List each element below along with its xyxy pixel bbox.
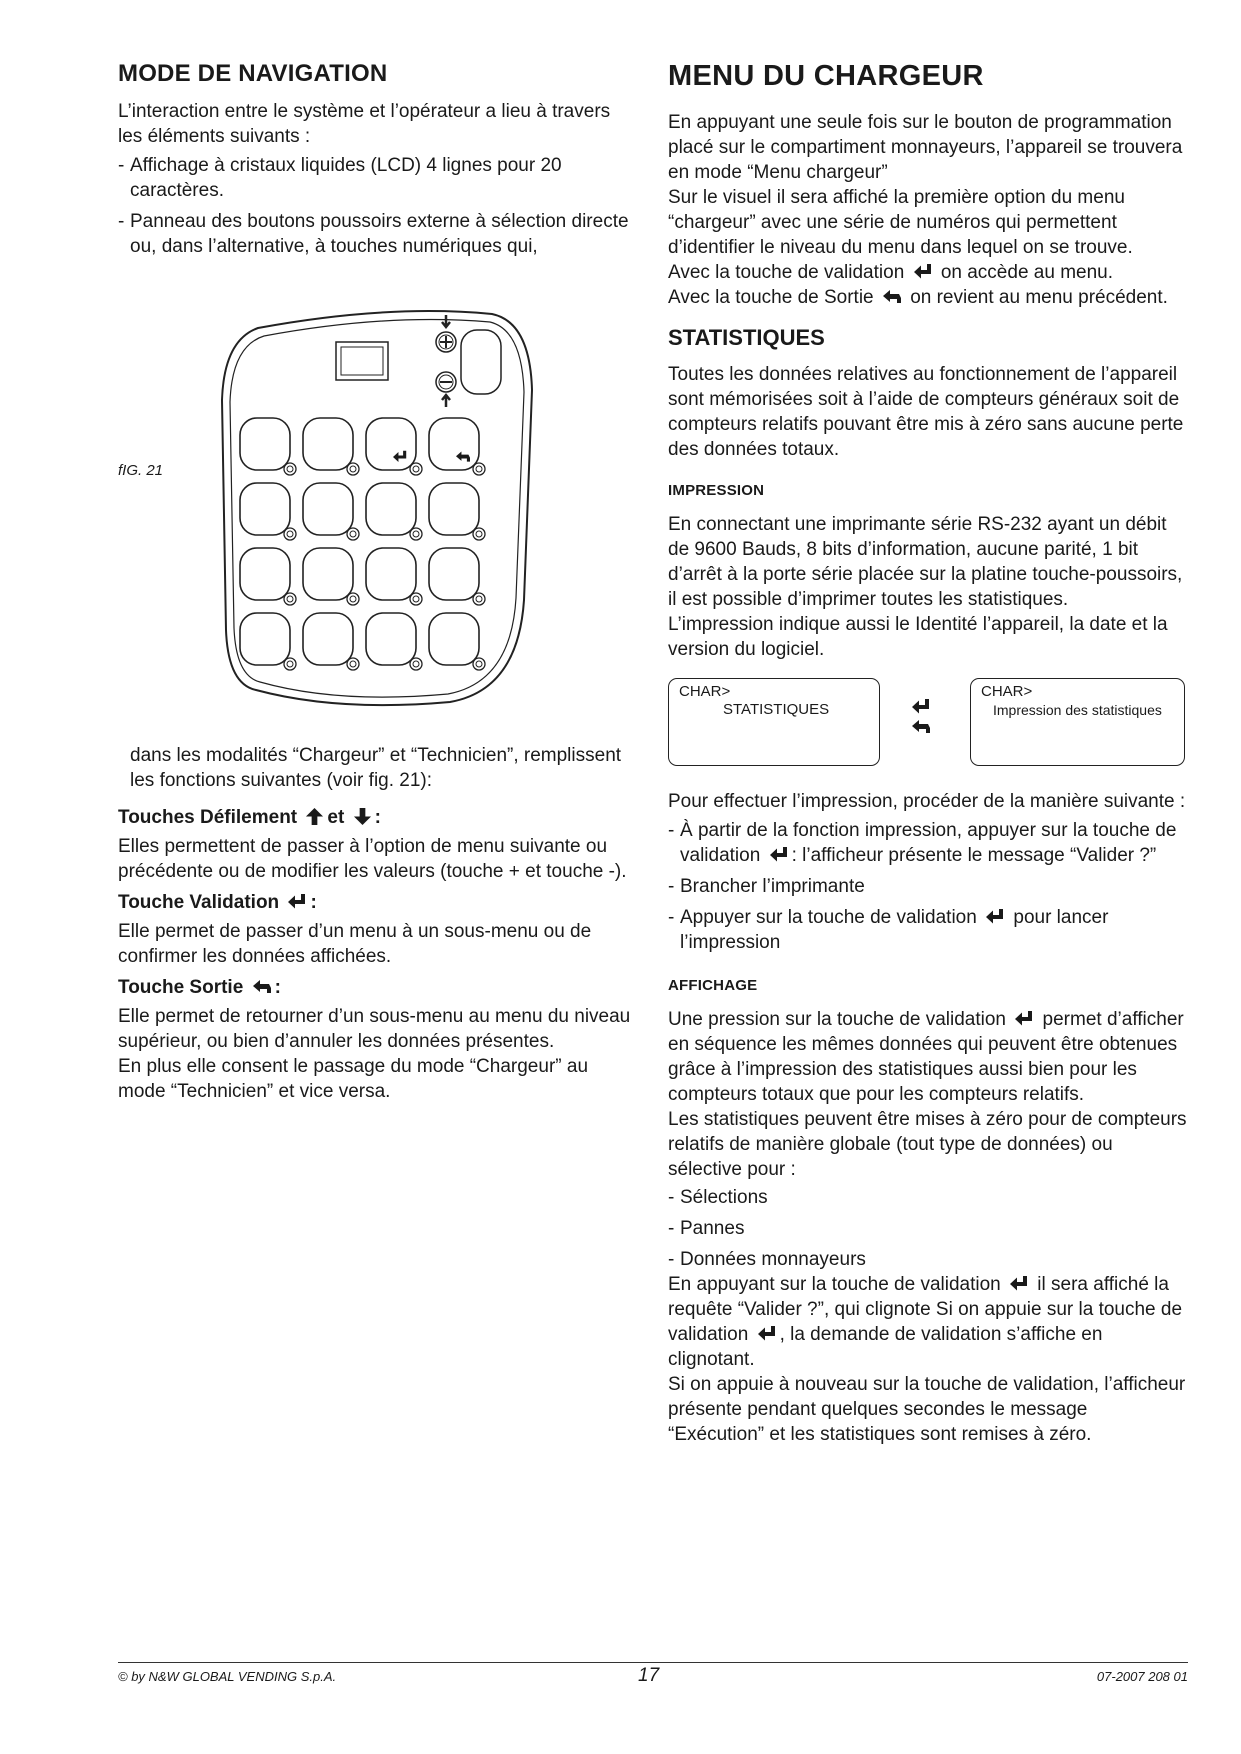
lcd-display-left: CHAR> STATISTIQUES (668, 678, 880, 766)
footer-copyright: © by N&W GLOBAL VENDING S.p.A. (118, 1669, 337, 1684)
enter-icon (393, 451, 406, 462)
subsection-heading-impression: IMPRESSION (668, 482, 765, 499)
arrow-down-icon (353, 807, 372, 826)
exit-icon (911, 718, 931, 736)
keypad-figure (218, 300, 538, 720)
exit-icon (252, 978, 272, 996)
right-column (668, 60, 1188, 1447)
subsection-heading-affichage: AFFICHAGE (668, 977, 758, 994)
keypad-button (429, 613, 485, 670)
left-column (118, 60, 636, 259)
enter-icon (757, 1325, 777, 1343)
scroll-keys-title: Touches Défilement et : (118, 807, 381, 828)
navigation-intro: L’interaction entre le système et l’opérateur a lieu à travers les éléments suivants : (118, 101, 611, 147)
enter-icon (985, 908, 1005, 926)
enter-icon (287, 893, 307, 911)
arrow-up-icon (305, 807, 324, 826)
section-heading-navigation: MODE DE NAVIGATION (118, 60, 388, 87)
page-title: MENU DU CHARGEUR (668, 60, 984, 92)
section-heading-statistics: STATISTIQUES (668, 325, 825, 350)
lcd-display-right: CHAR> Impression des statistiques (970, 678, 1185, 766)
affichage-text-2: Les statistiques peuvent être mises à zéro pour de compteurs relatifs de manière globale (tout type de données) ou sélective pour : (668, 1109, 1187, 1180)
exit-icon (456, 452, 470, 462)
list-item: - Affichage à cristaux liquides (LCD) 4 lignes pour 20 caractères. (118, 155, 562, 201)
keypad-button (366, 483, 422, 540)
list-item: - Panneau des boutons poussoirs externe à sélection directe ou, dans l’alternative, à touches numériques qui, (118, 211, 629, 257)
keypad-button (366, 613, 422, 670)
exit-key-text-2: En plus elle consent le passage du mode “Chargeur” au mode “Technicien” et vice versa. (118, 1056, 589, 1102)
exit-key-title: Touche Sortie : (118, 977, 281, 998)
footer-doc-code: 07-2007 208 01 (1096, 1669, 1188, 1684)
keypad-button (429, 418, 485, 475)
impression-text: En connectant une imprimante série RS-232 ayant un débit de 9600 Bauds, 8 bits d’information, aucune parité, 1 bit d’arrêt à la porte série placée sur la platine touche-poussoirs, il est possible d’imprimer toutes les statistiques. (668, 514, 1183, 610)
keypad-button (429, 483, 485, 540)
enter-icon (911, 698, 931, 716)
page-footer (118, 1662, 1188, 1686)
list-item: - Données monnayeurs (668, 1249, 866, 1270)
figure-label: fIG. 21 (118, 462, 164, 479)
validation-key-text: Elle permet de passer d’un menu à un sous-menu ou de confirmer les données affichées. (118, 921, 592, 967)
keypad-button (303, 418, 359, 475)
menu-paragraph: Sur le visuel il sera affiché la première option du menu “chargeur” avec une série de numéros qui permettent d’identifier le niveau du menu dans lequel on se trouve. (668, 187, 1133, 258)
scroll-keys-text: Elles permettent de passer à l’option de menu suivante ou précédente ou de modifier les valeurs (touche + et touche -). (118, 836, 627, 882)
affichage-text-4: Si on appuie à nouveau sur la touche de validation, l’afficheur présente pendant quelques secondes le message “Exécution” et les statistiques sont remises à zéro. (668, 1374, 1186, 1445)
menu-paragraph: Avec la touche de validation on accède au menu. (668, 262, 1114, 283)
exit-icon (882, 288, 902, 306)
list-item: - Appuyer sur la touche de validation pour lancer l’impression (668, 907, 1109, 953)
lcd-example-row (668, 678, 1188, 773)
keypad-button (240, 418, 296, 475)
statistics-text: Toutes les données relatives au fonctionnement de l’appareil sont mémorisées soit à l’aide de compteurs généraux soit de compteurs relatifs pouvant être mis à zéro sans aucune perte des données totaux. (668, 364, 1184, 460)
keypad-button (240, 613, 296, 670)
affichage-text-3: En appuyant sur la touche de validation il sera affiché la requête “Valider ?”, qui clignote Si on appuie sur la touche de validation , la demande de validation s’affiche en clignotant. (668, 1274, 1183, 1370)
list-item: - Brancher l’imprimante (668, 876, 865, 897)
keypad-button (240, 548, 296, 605)
list-item: - Sélections (668, 1187, 768, 1208)
list-item: - À partir de la fonction impression, appuyer sur la touche de validation : l’afficheur présente le message “Valider ?” (668, 820, 1177, 866)
keypad-button (303, 483, 359, 540)
keypad-button (303, 613, 359, 670)
keypad-button (366, 548, 422, 605)
keypad-drawing (218, 300, 538, 720)
enter-icon (769, 846, 789, 864)
affichage-text: Une pression sur la touche de validation permet d’afficher en séquence les mêmes données qui peuvent être obtenues grâce à l’impression des statistiques aussi bien pour les compteurs totaux que pour les compteurs relatifs. (668, 1009, 1184, 1105)
impression-text-2: L’impression indique aussi le Identité l’appareil, la date et la version du logiciel. (668, 614, 1168, 660)
keypad-button (366, 418, 422, 475)
menu-paragraph: Avec la touche de Sortie on revient au menu précédent. (668, 287, 1168, 308)
key-descriptions (118, 805, 636, 1104)
enter-icon (1009, 1275, 1029, 1293)
keypad-button (429, 548, 485, 605)
procedure-intro: Pour effectuer l’impression, procéder de la manière suivante : (668, 791, 1186, 812)
enter-icon (913, 263, 933, 281)
continuation-text: dans les modalités “Chargeur” et “Technicien”, remplissent les fonctions suivantes (voir fig. 21): (130, 745, 622, 791)
list-item: - Pannes (668, 1218, 745, 1239)
keypad-button (240, 483, 296, 540)
validation-key-title: Touche Validation : (118, 892, 317, 913)
enter-icon (1014, 1010, 1034, 1028)
page-number: 17 (638, 1665, 660, 1686)
exit-key-text: Elle permet de retourner d’un sous-menu au menu du niveau supérieur, ou bien d’annuler les données présentes. (118, 1006, 631, 1052)
left-continuation (130, 743, 636, 793)
menu-paragraph: En appuyant une seule fois sur le bouton de programmation placé sur le compartiment monnayeurs, l’appareil se trouvera en mode “Menu chargeur” (668, 112, 1183, 183)
keypad-button (303, 548, 359, 605)
